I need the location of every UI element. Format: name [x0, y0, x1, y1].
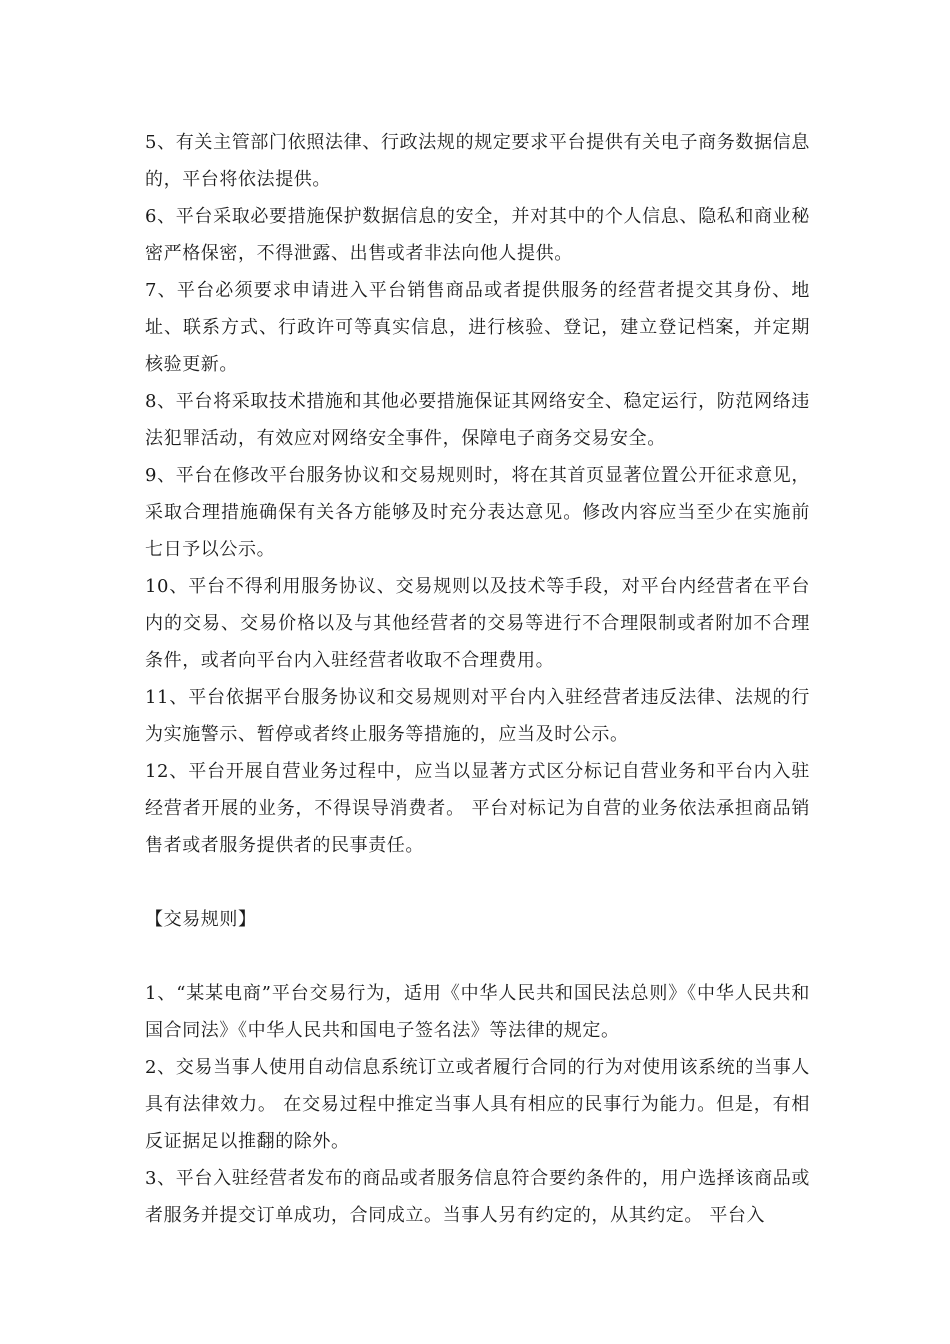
clause-7: 7、平台必须要求申请进入平台销售商品或者提供服务的经营者提交其身份、地址、联系方式、行政许可等真实信息，进行核验、登记，建立登记档案，并定期核验更新。 — [145, 280, 810, 375]
trade-rule-3: 3、平台入驻经营者发布的商品或者服务信息符合要约条件的，用户选择该商品或者服务并提交订单成功，合同成立。当事人另有约定的，从其约定。 平台入 — [145, 1168, 810, 1226]
clause-11: 11、平台依据平台服务协议和交易规则对平台内入驻经营者违反法律、法规的行为实施警示、暂停或者终止服务等措施的，应当及时公示。 — [145, 687, 810, 745]
clause-8: 8、平台将采取技术措施和其他必要措施保证其网络安全、稳定运行，防范网络违法犯罪活动，有效应对网络安全事件，保障电子商务交易安全。 — [145, 391, 810, 449]
trade-rule-1: 1、“某某电商”平台交易行为，适用《中华人民共和国民法总则》《中华人民共和国合同法》《中华人民共和国电子签名法》等法律的规定。 — [145, 983, 810, 1041]
section-heading-trade-rules: 【交易规则】 — [145, 909, 257, 930]
clause-12: 12、平台开展自营业务过程中，应当以显著方式区分标记自营业务和平台内入驻经营者开展的业务，不得误导消费者。 平台对标记为自营的业务依法承担商品销售者或者服务提供者的民事责任。 — [145, 761, 810, 856]
document-body — [145, 124, 810, 1234]
clause-5: 5、有关主管部门依照法律、行政法规的规定要求平台提供有关电子商务数据信息的，平台将依法提供。 — [145, 132, 810, 190]
clause-6: 6、平台采取必要措施保护数据信息的安全，并对其中的个人信息、隐私和商业秘密严格保密，不得泄露、出售或者非法向他人提供。 — [145, 206, 810, 264]
clause-10: 10、平台不得利用服务协议、交易规则以及技术等手段，对平台内经营者在平台内的交易、交易价格以及与其他经营者的交易等进行不合理限制或者附加不合理条件，或者向平台内入驻经营者收取不合理费用。 — [145, 576, 810, 671]
trade-rule-2: 2、交易当事人使用自动信息系统订立或者履行合同的行为对使用该系统的当事人具有法律效力。 在交易过程中推定当事人具有相应的民事行为能力。但是，有相反证据足以推翻的除外。 — [145, 1057, 810, 1152]
clause-9: 9、平台在修改平台服务协议和交易规则时，将在其首页显著位置公开征求意见，采取合理措施确保有关各方能够及时充分表达意见。修改内容应当至少在实施前七日予以公示。 — [145, 465, 810, 560]
